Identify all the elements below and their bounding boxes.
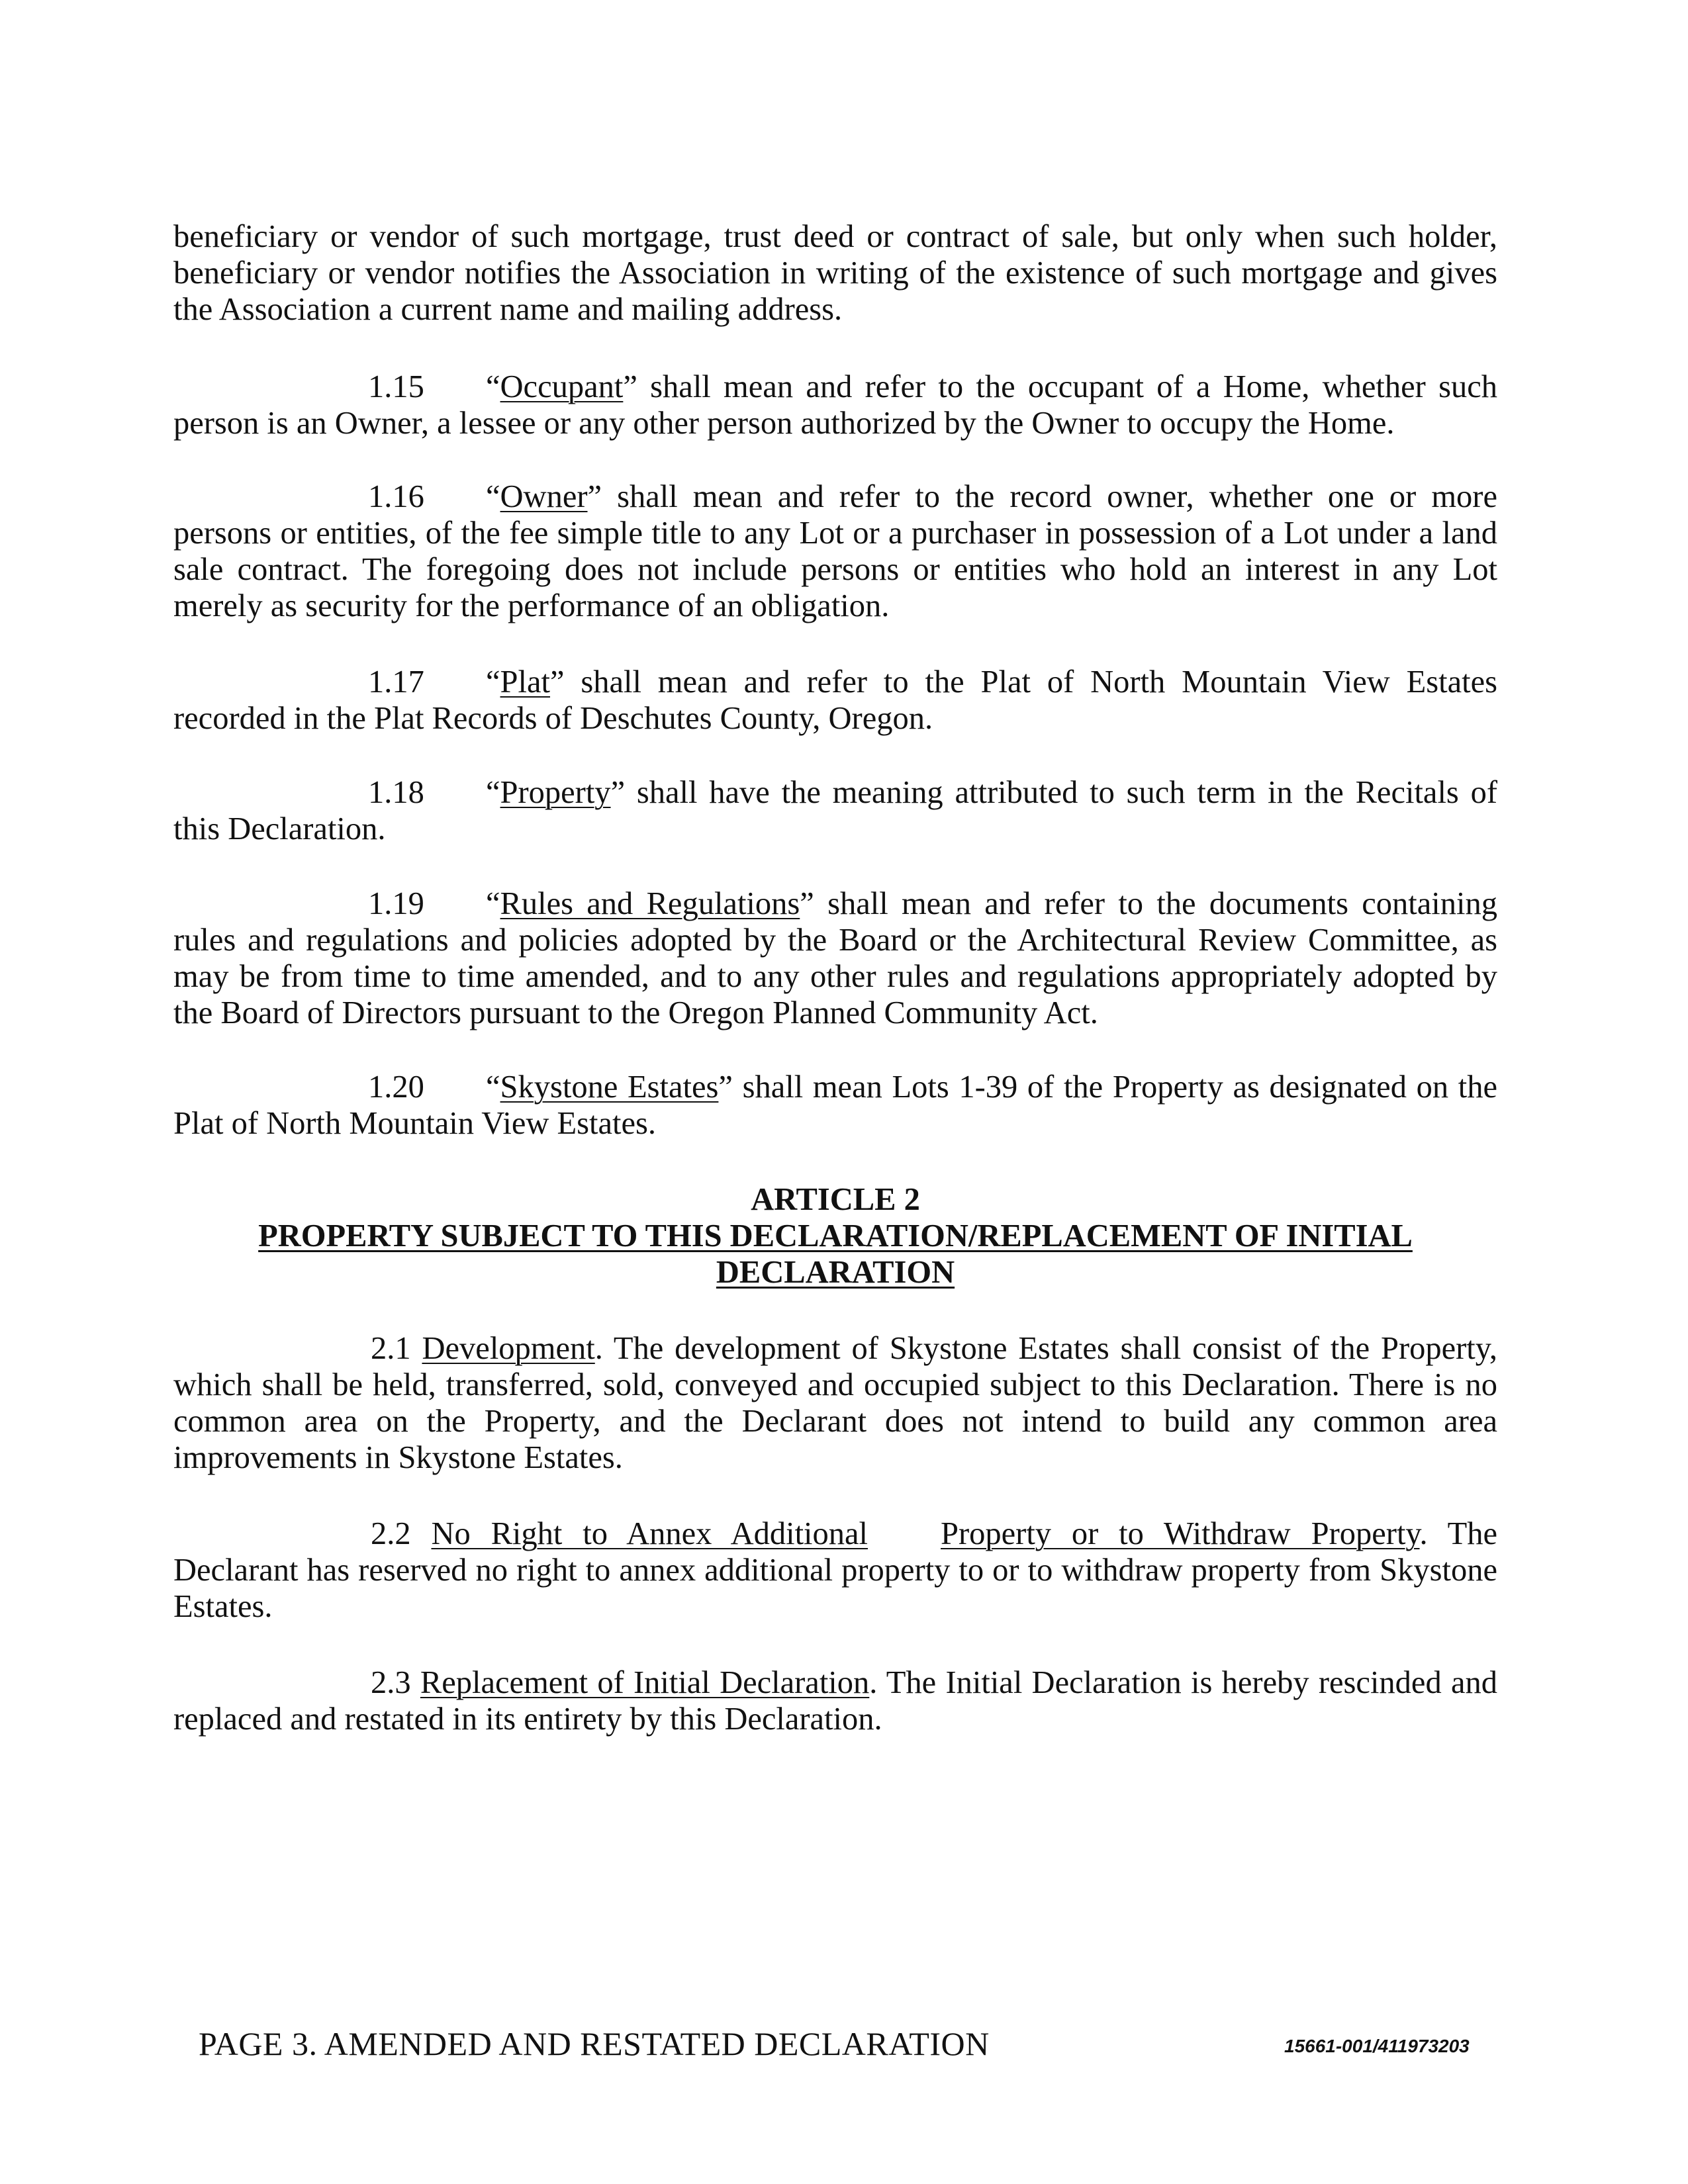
definition-text: ” shall mean and refer to the Plat of North Mountain View Estates recorded in the Plat Records of Deschutes County, Oregon. (173, 664, 1497, 736)
definition-number: 1.15 (368, 369, 424, 404)
definition-term: Property (500, 775, 611, 810)
definition-1-16: 1.16 “Owner” shall mean and refer to the record owner, whether one or more persons or entities, of the fee simple title to any Lot or a purchaser in possession of a Lot under a land sale contract. The foregoing does not include persons or entities who hold an interest in any Lot merely as security for the performance of an obligation. (173, 479, 1497, 623)
section-text: . The Declarant has reserved no right to annex additional property to or to withdraw property from Skystone Estates. (173, 1516, 1498, 1624)
section-heading: Replacement of Initial Declaration (420, 1665, 870, 1700)
article-title-line-1: PROPERTY SUBJECT TO THIS DECLARATION/REPLACEMENT OF INITIAL (258, 1218, 1413, 1253)
article-number: ARTICLE 2 (751, 1182, 920, 1217)
section-number: 2.3 (371, 1665, 411, 1700)
section-text: . The development of Skystone Estates shall consist of the Property, which shall be held, transferred, sold, conveyed and occupied subject to this Declaration. There is no common area on the Property, and the Declarant does not intend to build any common area improvements in Skystone Estates. (173, 1331, 1498, 1475)
document-id: 15661-001/411973203 (1284, 2036, 1470, 2056)
section-number: 2.1 (371, 1331, 411, 1366)
intro-paragraph (173, 218, 1497, 328)
section-2-1 (173, 1330, 1497, 1476)
definition-1-20: 1.20 “Skystone Estates” shall mean Lots 1-39 of the Property as designated on the Plat of North Mountain View Estates. (173, 1069, 1497, 1141)
definition-1-18: 1.18 “Property” shall have the meaning attributed to such term in the Recitals of this Declaration. (173, 775, 1497, 846)
definition-number: 1.16 (368, 479, 424, 514)
definition-term: Occupant (500, 369, 624, 404)
definition-number: 1.17 (368, 664, 424, 700)
section-2-2 (173, 1516, 1497, 1625)
definition-text: ” shall mean and refer to the occupant of a Home, whether such person is an Owner, a lessee or any other person authorized by the Owner to occupy the Home. (173, 369, 1497, 441)
definition-term: Skystone Estates (500, 1069, 719, 1105)
section-number: 2.2 (371, 1516, 411, 1551)
article-heading-block (173, 1181, 1497, 1291)
definition-1-15: 1.15 “Occupant” shall mean and refer to the occupant of a Home, whether such person is an Owner, a lessee or any other person authorized by the Owner to occupy the Home. (173, 369, 1497, 441)
definition-term: Owner (500, 479, 588, 514)
page-footer-title: PAGE 3. AMENDED AND RESTATED DECLARATION (199, 2025, 990, 2062)
definition-text: ” shall mean and refer to the record owner, whether one or more persons or entities, of the fee simple title to any Lot or a purchaser in possession of a Lot under a land sale contract. The foregoing does not include persons or entities who hold an interest in any Lot merely as security for the performance of an obligation. (173, 479, 1497, 623)
section-heading: Development (422, 1331, 595, 1366)
definition-text: ” shall have the meaning attributed to such term in the Recitals of this Declaration. (173, 775, 1497, 846)
section-heading-part-1: No Right to Annex Additional (431, 1516, 868, 1551)
definition-term: Plat (500, 664, 550, 700)
intro-text: beneficiary or vendor of such mortgage, trust deed or contract of sale, but only when such holder, beneficiary or vendor notifies the Association in writing of the existence of such mortgage and gives the Association a current name and mailing address. (173, 219, 1497, 327)
definition-1-17: 1.17 “Plat” shall mean and refer to the Plat of North Mountain View Estates recorded in the Plat Records of Deschutes County, Oregon. (173, 664, 1497, 736)
definition-text: ” shall mean Lots 1-39 of the Property as designated on the Plat of North Mountain View Estates. (173, 1069, 1497, 1141)
definition-number: 1.20 (368, 1069, 424, 1105)
definition-number: 1.19 (368, 886, 424, 921)
definition-number: 1.18 (368, 775, 424, 810)
section-2-3 (173, 1664, 1497, 1737)
article-title-line-2: DECLARATION (716, 1255, 955, 1290)
section-text: . The Initial Declaration is hereby rescinded and replaced and restated in its entirety by this Declaration. (173, 1665, 1497, 1737)
definition-term: Rules and Regulations (500, 886, 800, 921)
definition-1-19: 1.19 “Rules and Regulations” shall mean and refer to the documents containing rules and regulations and policies adopted by the Board or the Architectural Review Committee, as may be from time to time amended, and to any other rules and regulations appropriately adopted by the Board of Directors pursuant to the Oregon Planned Community Act. (173, 886, 1497, 1030)
section-heading-part-2: Property or to Withdraw Property (941, 1516, 1420, 1551)
definition-text: ” shall mean and refer to the documents containing rules and regulations and policies adopted by the Board or the Architectural Review Committee, as may be from time to time amended, and to any other rules and regulations appropriately adopted by the Board of Directors pursuant to the Oregon Planned Community Act. (173, 886, 1497, 1030)
